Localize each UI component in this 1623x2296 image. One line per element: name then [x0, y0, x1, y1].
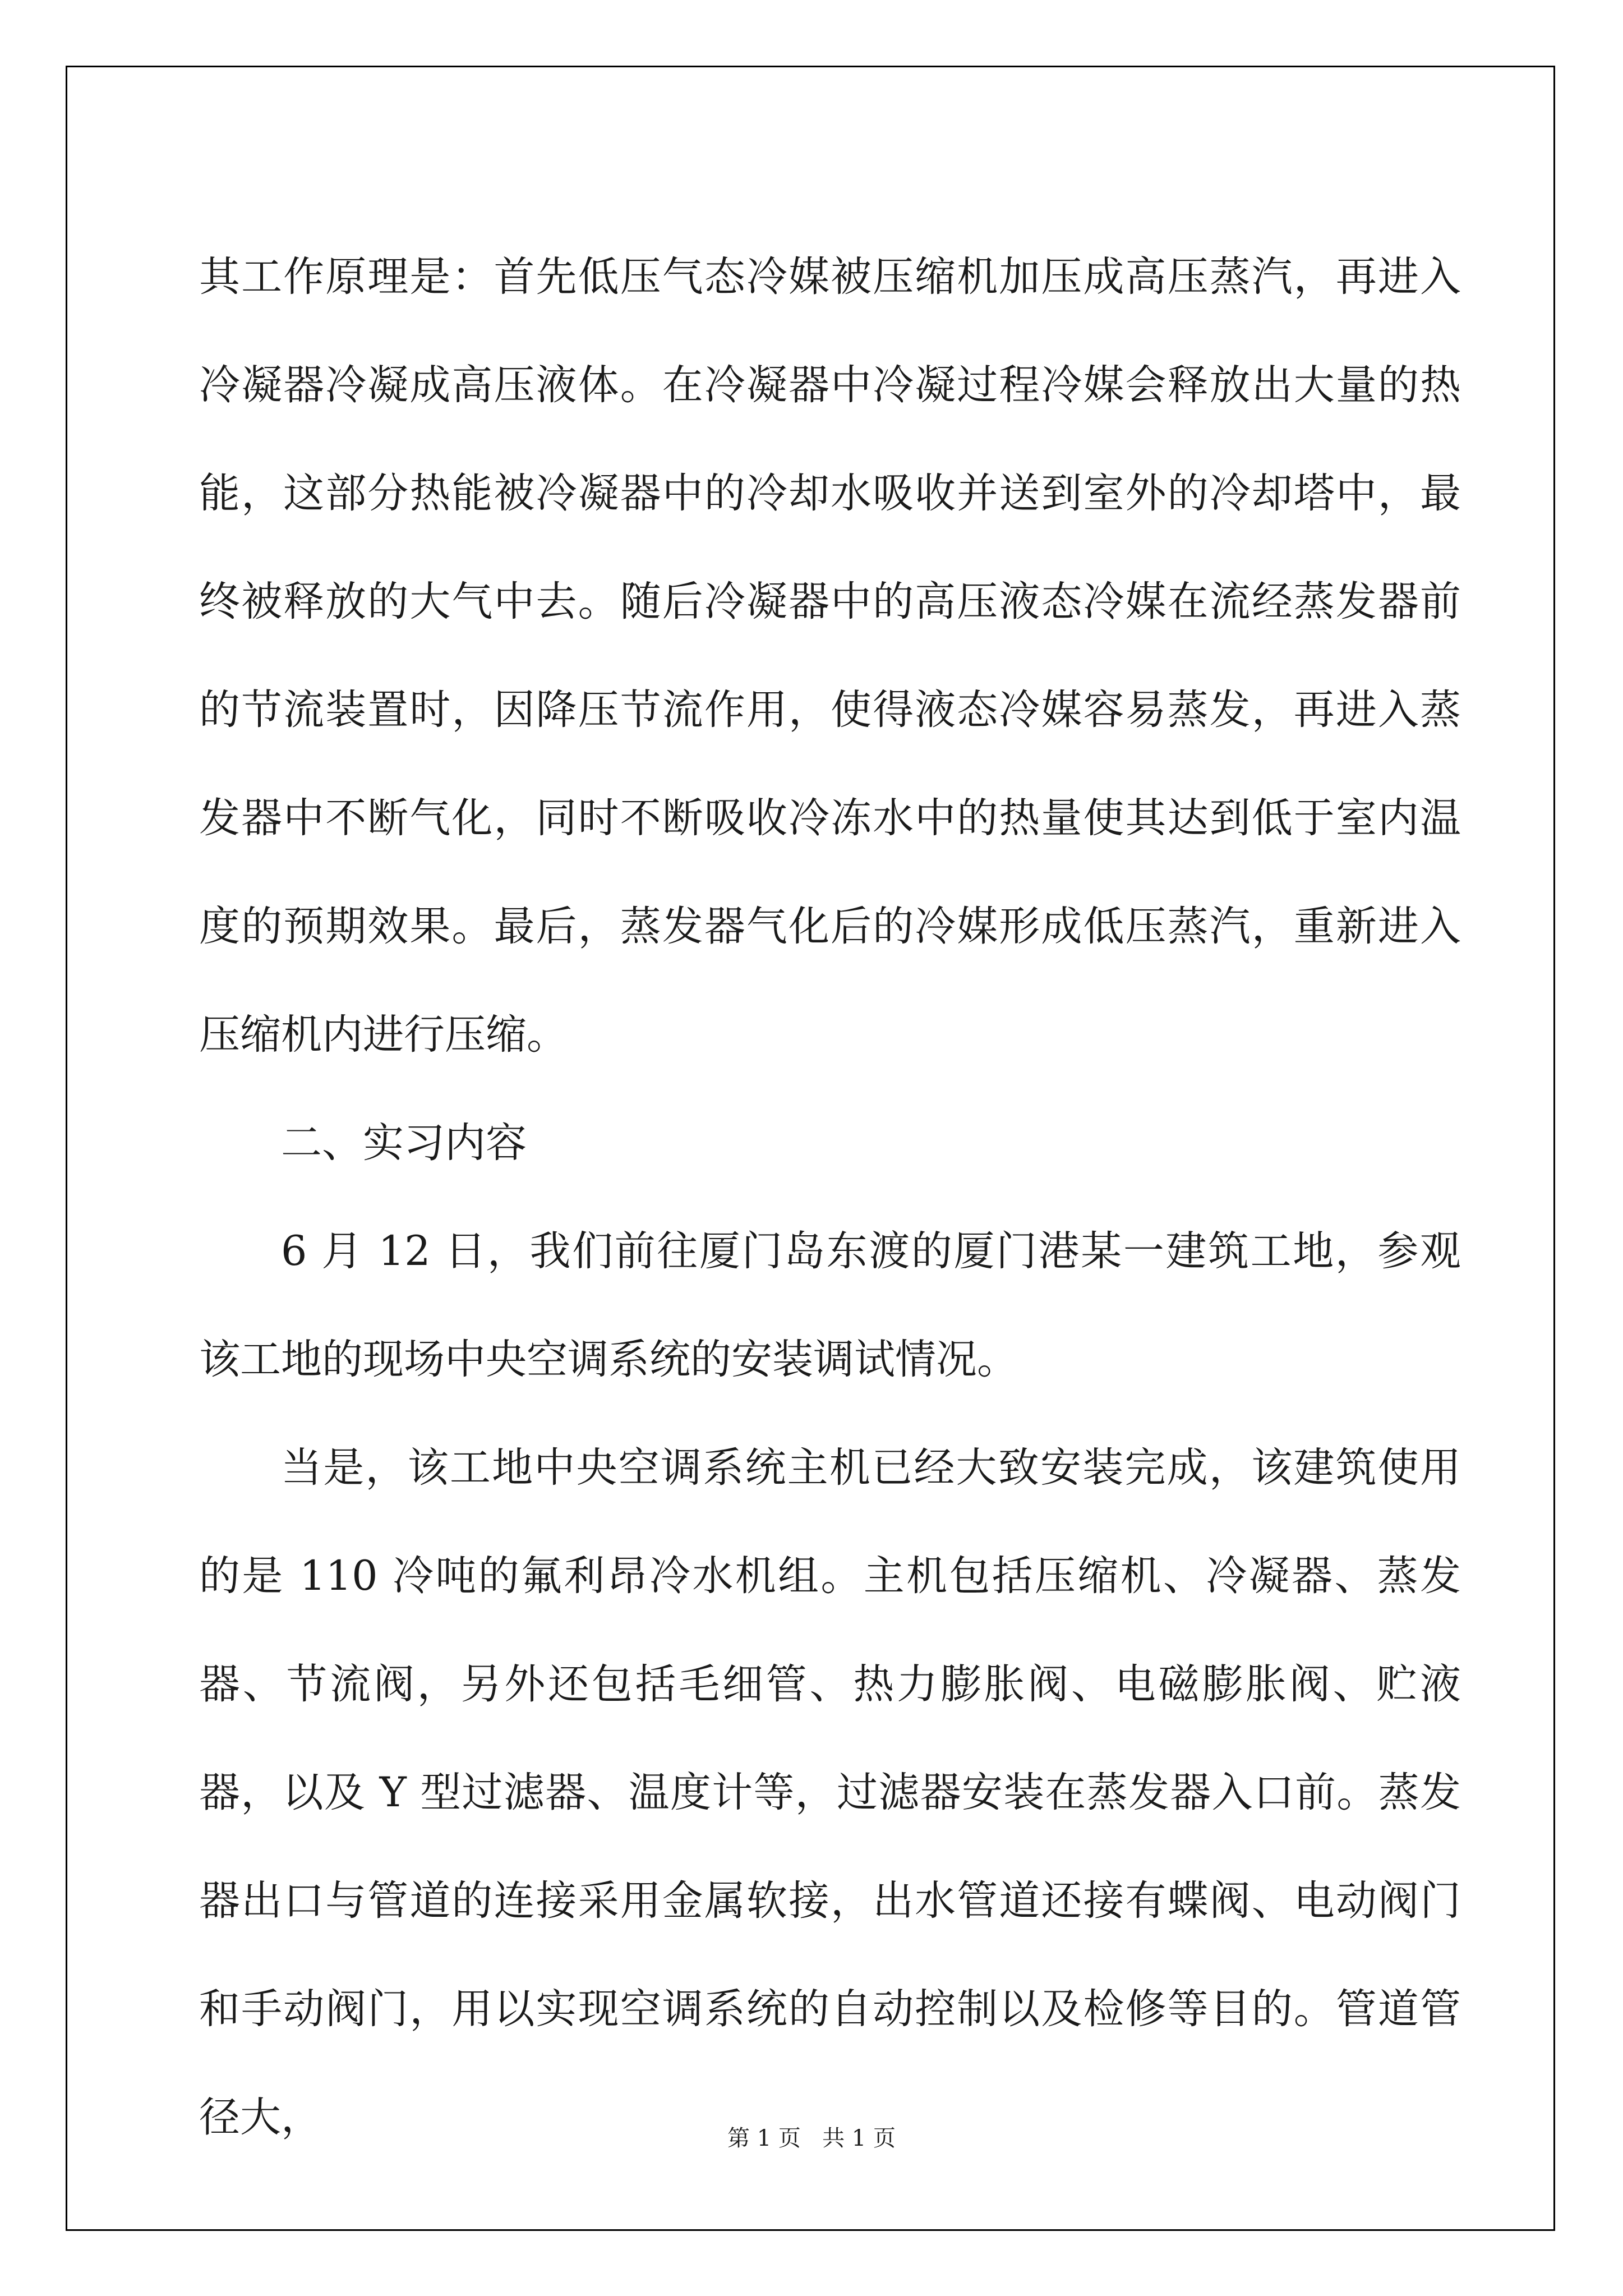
page-footer: 第 1 页 共 1 页: [727, 2125, 896, 2151]
paragraph-site-visit: 6 月 12 日，我们前往厦门岛东渡的厦门港某一建筑工地，参观该工地的现场中央空调系统的安装调试情况。: [199, 1227, 1461, 1383]
document-body: [199, 223, 1461, 2171]
section-heading-internship-content: 二、实习内容: [281, 1119, 527, 1167]
paragraph-working-principle: 其工作原理是：首先低压气态冷媒被压缩机加压成高压蒸汽，再进入冷凝器冷凝成高压液体。在冷凝器中冷凝过程冷媒会释放出大量的热能，这部分热能被冷凝器中的冷却水吸收并送到室外的冷却塔中，最终被释放的大气中去。随后冷凝器中的高压液态冷媒在流经蒸发器前的节流装置时，因降压节流作用，使得液态冷媒容易蒸发，再进入蒸发器中不断气化，同时不断吸收冷冻水中的热量使其达到低于室内温度的预期效果。最后，蒸发器气化后的冷媒形成低压蒸汽，重新进入压缩机内进行压缩。: [199, 253, 1461, 1059]
paragraph-equipment-description: 当是，该工地中央空调系统主机已经大致安装完成，该建筑使用的是 110 冷吨的氟利昂冷水机组。主机包括压缩机、冷凝器、蒸发器、节流阀，另外还包括毛细管、热力膨胀阀、电磁膨胀阀、贮液器，以及 Y 型过滤器、温度计等，过滤器安装在蒸发器入口前。蒸发器出口与管道的连接采用金属软接，出水管道还接有蝶阀、电动阀门和手动阀门，用以实现空调系统的自动控制以及检修等目的。管道管径大，: [199, 1444, 1461, 2141]
